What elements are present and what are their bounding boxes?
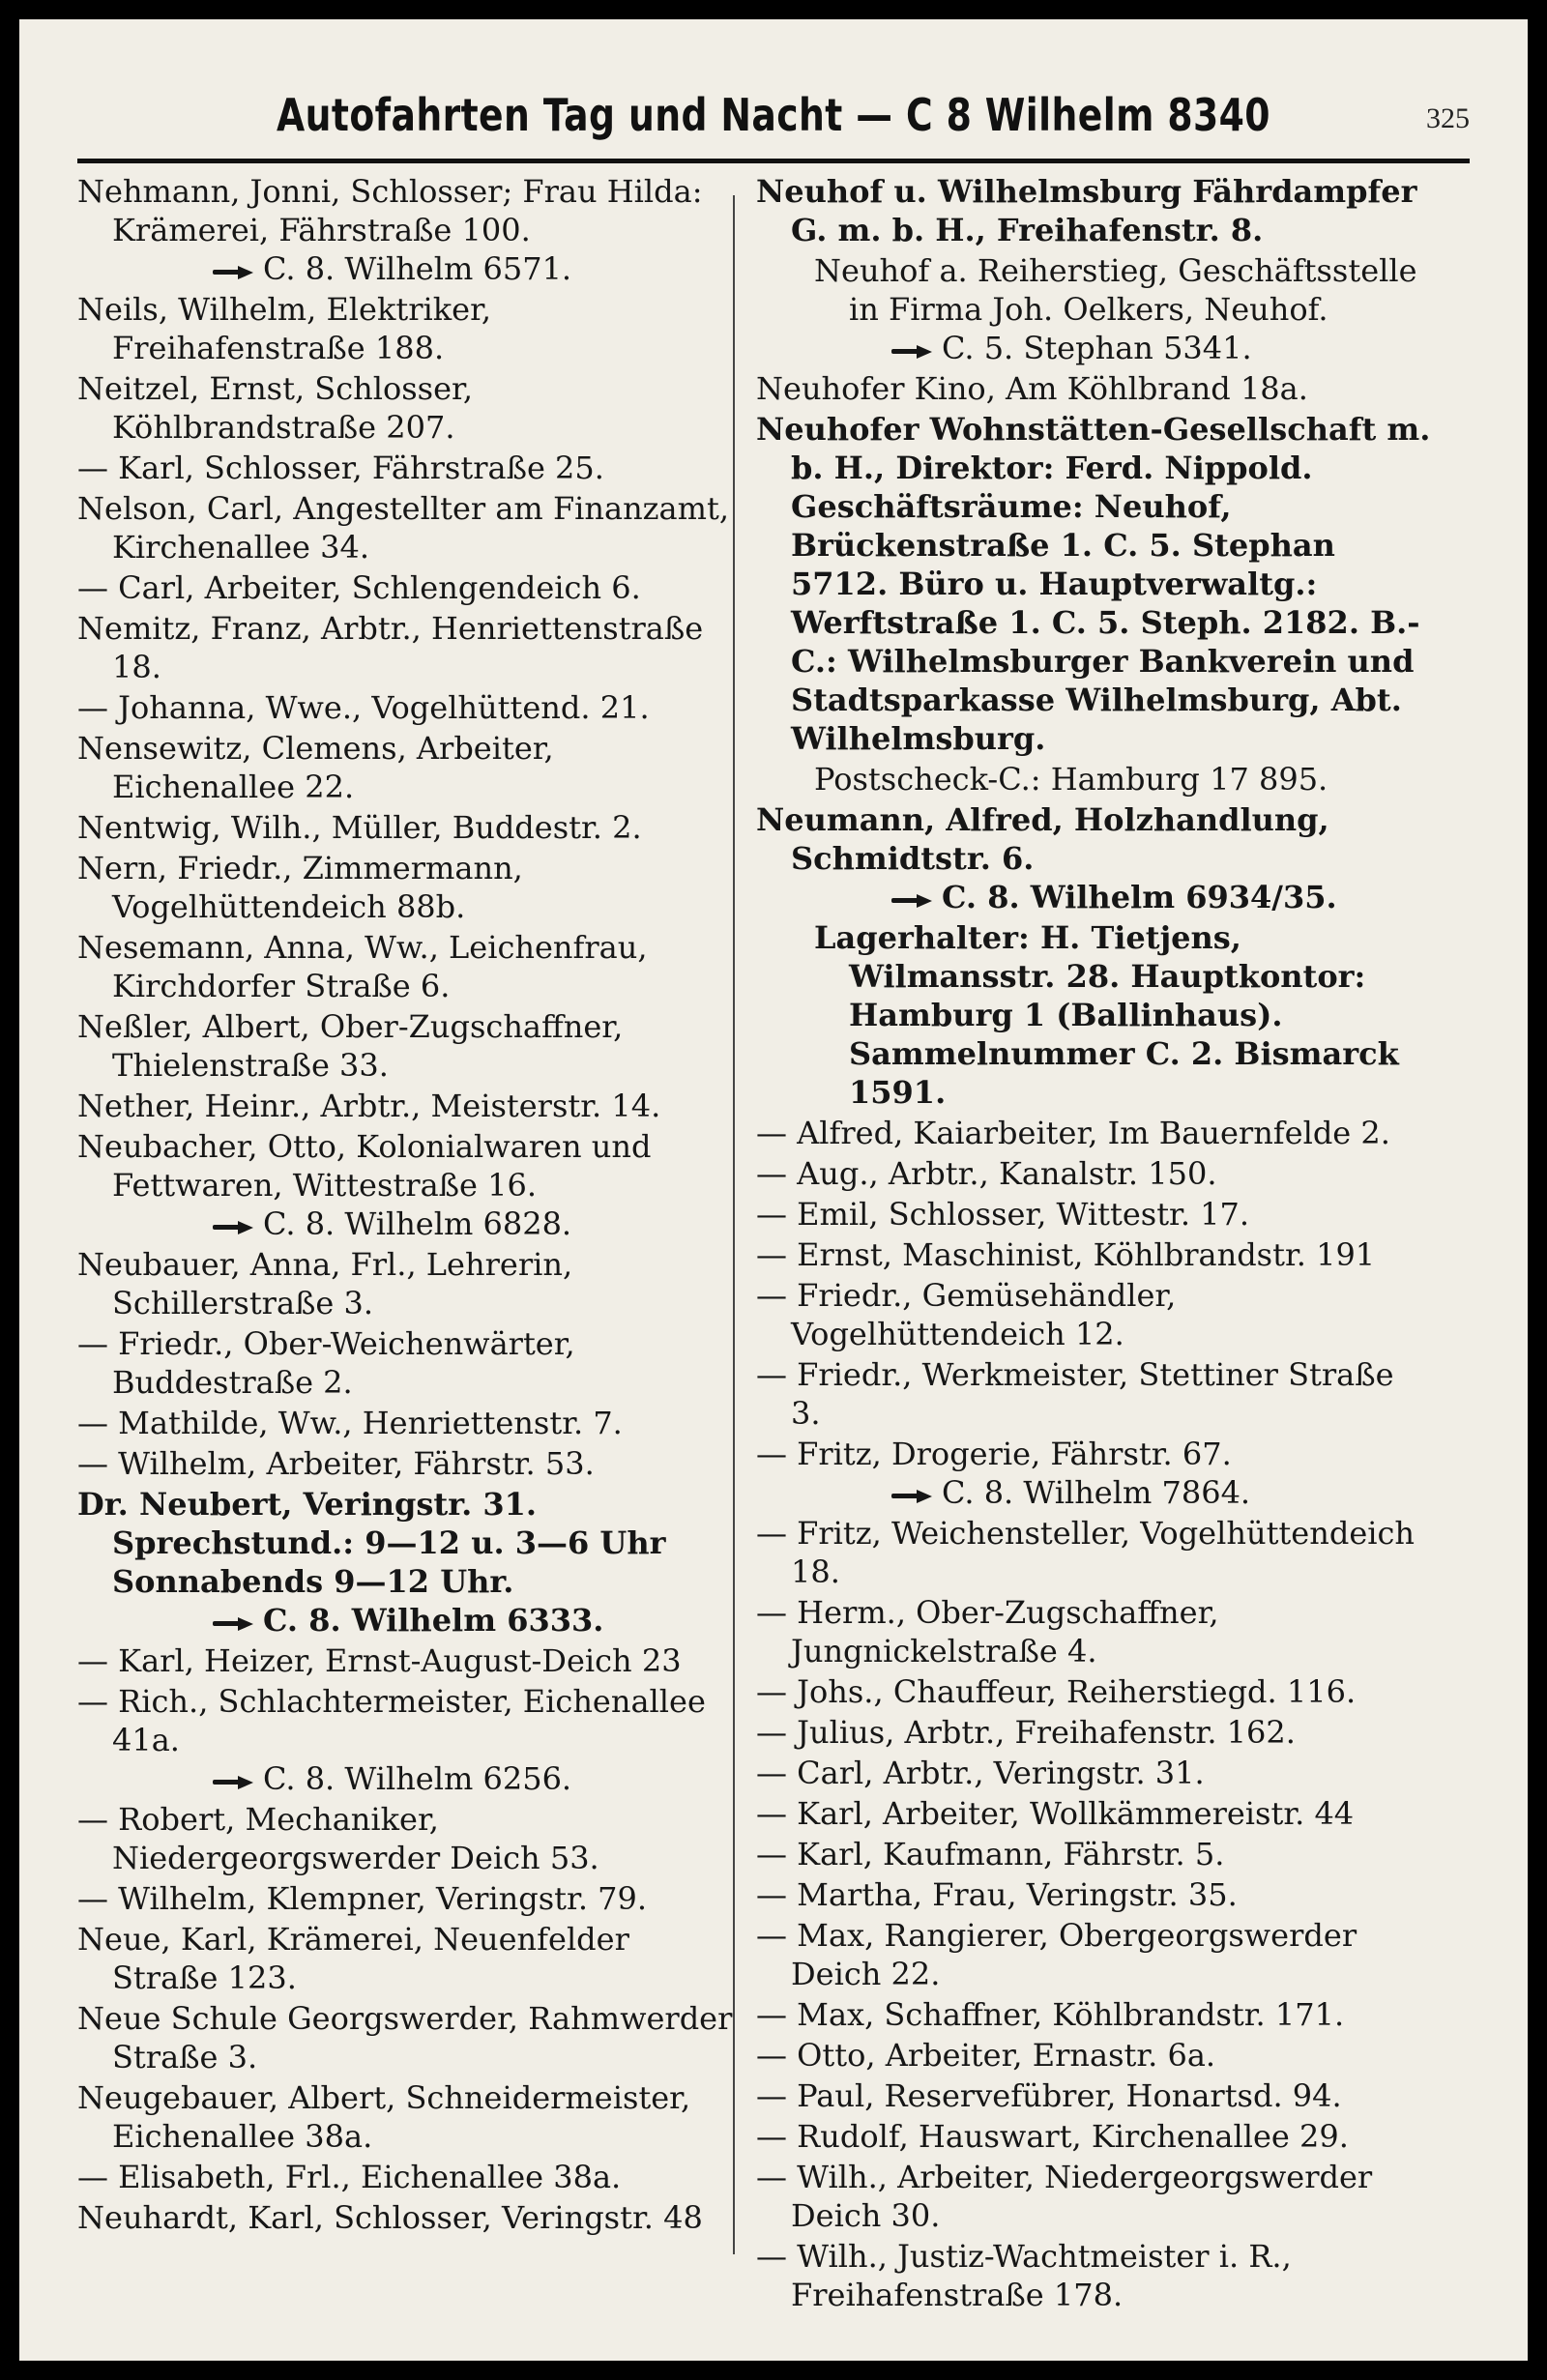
entry-text: Lagerhalter: H. Tietjens, Wilmansstr. 28. Hauptkontor: Hamburg 1 (Ballinhaus). Sammelnummer C. 2. Bismarck 1591.	[814, 919, 1399, 1111]
directory-entry	[77, 849, 735, 926]
directory-entry	[756, 1154, 1433, 1193]
phone-number: C. 8. Wilhelm 6333.	[263, 1602, 604, 1639]
entry-text: — Friedr., Gemüsehändler, Vogelhüttendeich 12.	[756, 1277, 1177, 1352]
entry-phone	[112, 1205, 735, 1243]
entry-text: Nemitz, Franz, Arbtr., Henriettenstraße 18.	[77, 610, 704, 685]
directory-entry	[77, 609, 735, 686]
directory-entry	[756, 1355, 1433, 1433]
entry-text: — Aug., Arbtr., Kanalstr. 150.	[756, 1155, 1217, 1192]
entry-text: — Max, Schaffner, Köhlbrandstr. 171.	[756, 1996, 1345, 2033]
directory-entry	[756, 2076, 1433, 2115]
entry-text: — Herm., Ober-Zugschaffner, Jungnickelstraße 4.	[756, 1594, 1219, 1669]
directory-entry	[756, 1114, 1433, 1152]
left-column	[77, 172, 735, 2239]
entry-text: — Wilh., Arbeiter, Niedergeorgswerder Deich 30.	[756, 2159, 1373, 2234]
directory-page	[19, 19, 1528, 2361]
entry-text: — Paul, Reservefübrer, Honartsd. 94.	[756, 2077, 1342, 2114]
directory-entry	[756, 2036, 1433, 2075]
entry-text: — Carl, Arbeiter, Schlengendeich 6.	[77, 569, 641, 606]
entry-text: — Ernst, Maschinist, Köhlbrandstr. 191	[756, 1236, 1376, 1273]
entry-text: Nether, Heinr., Arbtr., Meisterstr. 14.	[77, 1088, 661, 1124]
directory-entry	[77, 1324, 735, 1402]
directory-entry	[756, 1593, 1433, 1670]
directory-entry	[756, 1875, 1433, 1914]
entry-text: Neuhof u. Wilhelmsburg Fährdampfer G. m. b. H., Freihafenstr. 8.	[756, 173, 1417, 248]
header-rule	[77, 159, 1470, 163]
phone-number: C. 8. Wilhelm 6256.	[263, 1760, 572, 1797]
directory-entry	[756, 1235, 1433, 1274]
entry-phone	[791, 878, 1433, 916]
directory-entry	[756, 369, 1433, 408]
entry-text: — Fritz, Drogerie, Fährstr. 67.	[756, 1436, 1232, 1472]
directory-entry	[756, 918, 1433, 1112]
directory-entry	[756, 1672, 1433, 1711]
directory-entry	[756, 2158, 1433, 2235]
directory-entry	[756, 1995, 1433, 2034]
directory-entry	[756, 1835, 1433, 1873]
phone-number: C. 8. Wilhelm 7864.	[942, 1474, 1251, 1511]
entry-text: Neuhof a. Reiherstieg, Geschäftsstelle in Firma Joh. Oelkers, Neuhof.	[814, 252, 1417, 328]
directory-entry	[77, 1444, 735, 1483]
page-header	[77, 89, 1470, 166]
phone-number: C. 5. Stephan 5341.	[942, 330, 1252, 366]
phone-number: C. 8. Wilhelm 6828.	[263, 1205, 572, 1242]
directory-entry	[77, 1127, 735, 1243]
entry-text: Neuhofer Wohnstätten-Gesellschaft m. b. H., Direktor: Ferd. Nippold. Geschäftsräume: Neuhof, Brückenstraße 1. C. 5. Stephan 5712. Büro u. Hauptverwaltg.: Werftstraße 1. C. 5. Steph. 2182. B.-C.: Wilhelmsburger Bankverein und Stadtsparkasse Wilhelmsburg, Abt. Wilhelmsburg.	[756, 411, 1431, 757]
directory-entry	[77, 928, 735, 1005]
directory-entry	[77, 1485, 735, 1640]
entry-text: — Max, Rangierer, Obergeorgswerder Deich 22.	[756, 1917, 1357, 1992]
directory-entry	[756, 1514, 1433, 1591]
entry-text: Neugebauer, Albert, Schneidermeister, Eichenallee 38a.	[77, 2079, 691, 2155]
directory-entry	[77, 1087, 735, 1125]
directory-entry	[77, 1999, 735, 2076]
telephone-pointer-icon	[891, 892, 934, 908]
telephone-pointer-icon	[213, 1774, 255, 1789]
directory-entry	[756, 251, 1433, 367]
directory-entry	[77, 1404, 735, 1442]
directory-entry	[77, 2198, 735, 2237]
directory-entry	[756, 1435, 1433, 1512]
entry-phone	[112, 1601, 735, 1640]
entry-phone	[112, 249, 735, 288]
entry-text: — Karl, Heizer, Ernst-August-Deich 23	[77, 1642, 682, 1679]
entry-text: Nelson, Carl, Angestellter am Finanzamt, Kirchenallee 34.	[77, 490, 729, 566]
phone-number: C. 8. Wilhelm 6571.	[263, 250, 572, 287]
entry-text: — Rich., Schlachtermeister, Eichenallee 41a.	[77, 1683, 706, 1758]
telephone-pointer-icon	[891, 1488, 934, 1503]
directory-entry	[77, 729, 735, 806]
entry-text: — Rudolf, Hauswart, Kirchenallee 29.	[756, 2118, 1349, 2155]
directory-entry	[77, 1641, 735, 1680]
entry-text: — Johs., Chauffeur, Reiherstiegd. 116.	[756, 1673, 1357, 1710]
entry-text: — Carl, Arbtr., Veringstr. 31.	[756, 1755, 1205, 1791]
directory-entry	[77, 808, 735, 847]
entry-phone	[791, 1473, 1433, 1512]
directory-entry	[77, 1007, 735, 1085]
directory-entry	[77, 568, 735, 607]
entry-text: Neßler, Albert, Ober-Zugschaffner, Thielenstraße 33.	[77, 1008, 624, 1084]
entry-phone	[112, 1759, 735, 1798]
entry-text: — Karl, Kaufmann, Fährstr. 5.	[756, 1836, 1225, 1872]
entry-text: — Karl, Schlosser, Fährstraße 25.	[77, 450, 604, 486]
entry-text: Postscheck-C.: Hamburg 17 895.	[814, 761, 1328, 798]
entry-text: — Emil, Schlosser, Wittestr. 17.	[756, 1196, 1250, 1233]
directory-entry	[756, 1276, 1433, 1353]
entry-text: Neue Schule Georgswerder, Rahmwerder Straße 3.	[77, 2000, 733, 2075]
entry-text: — Wilhelm, Klempner, Veringstr. 79.	[77, 1880, 648, 1917]
entry-text: — Alfred, Kaiarbeiter, Im Bauernfelde 2.	[756, 1115, 1390, 1151]
directory-entry	[77, 1682, 735, 1798]
directory-entry	[77, 688, 735, 727]
entry-text: — Mathilde, Ww., Henriettenstr. 7.	[77, 1405, 623, 1441]
telephone-pointer-icon	[891, 343, 934, 359]
entry-text: Dr. Neubert, Veringstr. 31. Sprechstund.: 9—12 u. 3—6 Uhr Sonnabends 9—12 Uhr.	[77, 1486, 666, 1600]
directory-entry	[77, 290, 735, 367]
entry-text: Neuhofer Kino, Am Köhlbrand 18a.	[756, 370, 1308, 407]
directory-entry	[77, 2078, 735, 2156]
entry-phone	[791, 329, 1433, 367]
directory-entry	[77, 1879, 735, 1918]
directory-entry	[756, 410, 1433, 758]
page-number: 325	[1426, 102, 1470, 134]
directory-entry	[756, 1916, 1433, 1993]
entry-text: Neue, Karl, Krämerei, Neuenfelder Straße 123.	[77, 1921, 629, 1996]
directory-entry	[756, 1794, 1433, 1833]
directory-entry	[77, 172, 735, 288]
telephone-pointer-icon	[213, 1219, 255, 1234]
entry-text: Neitzel, Ernst, Schlosser, Köhlbrandstraße 207.	[77, 370, 473, 446]
entry-text: — Martha, Frau, Veringstr. 35.	[756, 1876, 1238, 1913]
entry-text: — Otto, Arbeiter, Ernastr. 6a.	[756, 2037, 1216, 2074]
entry-text: Nern, Friedr., Zimmermann, Vogelhüttendeich 88b.	[77, 850, 523, 925]
page-title: Autofahrten Tag und Nacht — C 8 Wilhelm 8340	[277, 89, 1270, 141]
column-divider	[733, 195, 735, 2254]
directory-entry	[756, 2237, 1433, 2314]
entry-text: Neuhardt, Karl, Schlosser, Veringstr. 48	[77, 2199, 703, 2236]
directory-entry	[756, 1754, 1433, 1792]
directory-entry	[77, 2158, 735, 2196]
directory-entry	[77, 449, 735, 487]
entry-text: — Friedr., Werkmeister, Stettiner Straße 3.	[756, 1356, 1394, 1432]
entry-text: Nentwig, Wilh., Müller, Buddestr. 2.	[77, 809, 642, 846]
entry-text: — Elisabeth, Frl., Eichenallee 38a.	[77, 2159, 622, 2195]
directory-entry	[756, 1195, 1433, 1234]
entry-text: — Karl, Arbeiter, Wollkämmereistr. 44	[756, 1795, 1355, 1832]
phone-number: C. 8. Wilhelm 6934/35.	[942, 879, 1337, 915]
entry-text: Neubacher, Otto, Kolonialwaren und Fettwaren, Wittestraße 16.	[77, 1128, 652, 1204]
entry-text: Nesemann, Anna, Ww., Leichenfrau, Kirchdorfer Straße 6.	[77, 929, 648, 1004]
entry-text: Nensewitz, Clemens, Arbeiter, Eichenallee 22.	[77, 730, 554, 805]
entry-text: Neubauer, Anna, Frl., Lehrerin, Schillerstraße 3.	[77, 1246, 573, 1321]
directory-entry	[77, 489, 735, 566]
directory-entry	[756, 760, 1433, 798]
entry-text: Nehmann, Jonni, Schlosser; Frau Hilda: Krämerei, Fährstraße 100.	[77, 173, 703, 248]
entry-text: — Friedr., Ober-Weichenwärter, Buddestraße 2.	[77, 1325, 575, 1401]
entry-text: — Robert, Mechaniker, Niedergeorgswerder Deich 53.	[77, 1801, 599, 1876]
entry-text: Neils, Wilhelm, Elektriker, Freihafenstraße 188.	[77, 291, 492, 366]
directory-entry	[756, 1713, 1433, 1752]
directory-entry	[77, 1920, 735, 1997]
entry-text: — Fritz, Weichensteller, Vogelhüttendeich 18.	[756, 1515, 1416, 1590]
directory-entry	[756, 800, 1433, 916]
directory-entry	[756, 172, 1433, 249]
directory-entry	[77, 369, 735, 447]
entry-text: — Wilh., Justiz-Wachtmeister i. R., Freihafenstraße 178.	[756, 2238, 1292, 2313]
telephone-pointer-icon	[213, 264, 255, 279]
directory-entry	[77, 1800, 735, 1877]
entry-text: Neumann, Alfred, Holzhandlung, Schmidtstr. 6.	[756, 801, 1329, 877]
entry-text: — Johanna, Wwe., Vogelhüttend. 21.	[77, 689, 650, 726]
entry-text: — Wilhelm, Arbeiter, Fährstr. 53.	[77, 1445, 595, 1482]
telephone-pointer-icon	[213, 1615, 255, 1631]
directory-entry	[756, 2117, 1433, 2156]
right-column	[756, 172, 1433, 2316]
entry-text: — Julius, Arbtr., Freihafenstr. 162.	[756, 1714, 1296, 1751]
directory-entry	[77, 1245, 735, 1322]
